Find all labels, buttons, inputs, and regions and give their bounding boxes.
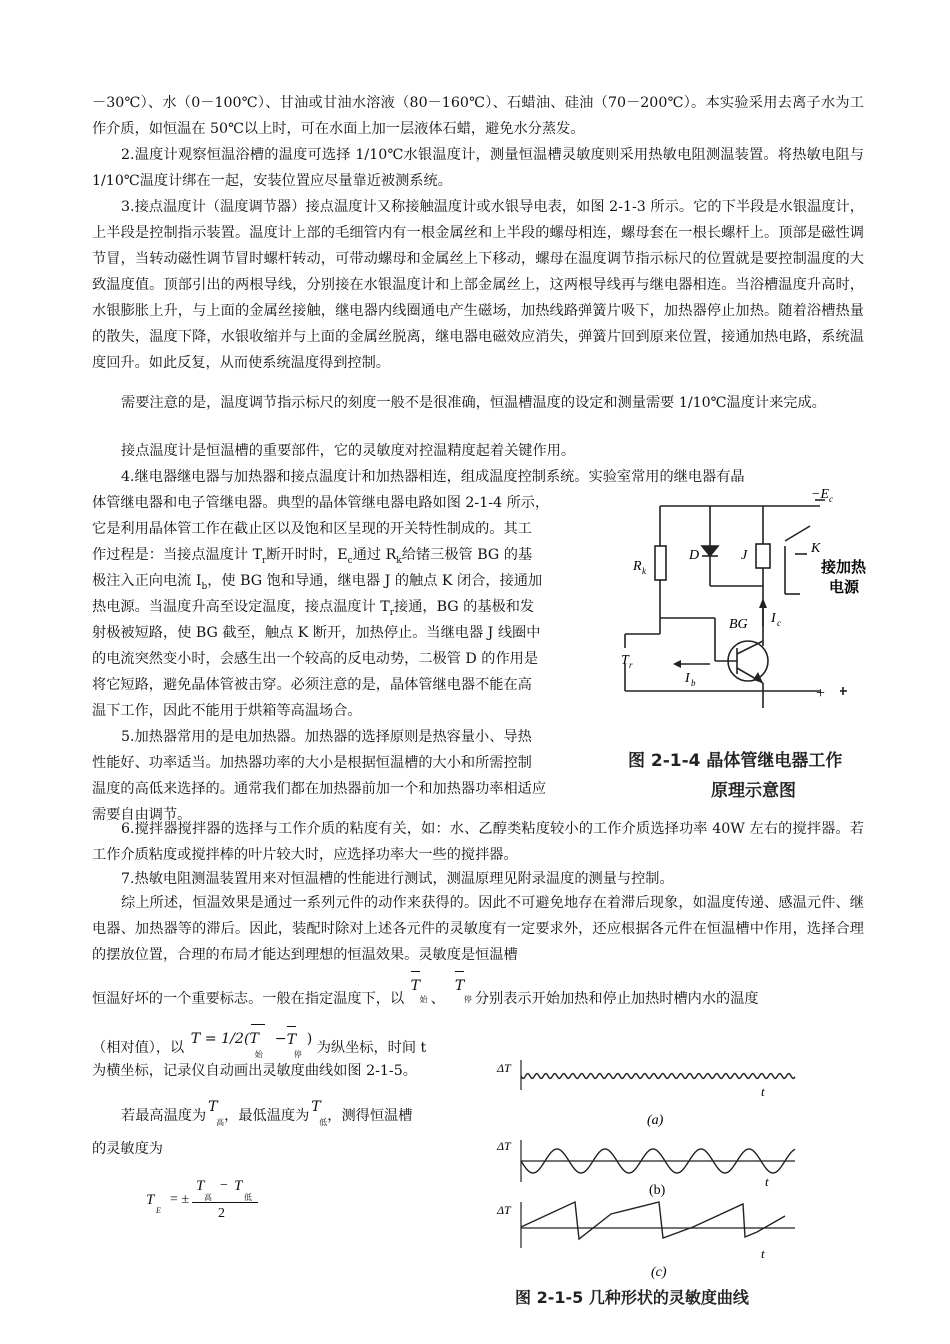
figure-2-1-5-curves	[495, 1052, 825, 1282]
figure-2-1-4-caption-line1: 图 2-1-4 晶体管继电器工作	[628, 751, 843, 771]
svg-text:电源: 电源	[829, 580, 860, 596]
paragraph-contact-thermometer: 3.接点温度计（温度调节器）接点温度计又称接触温度计或水银导电表，如图 2-1-3 所示。它的下半段是水银温度计，上半段是控制指示装置。温度计上部的毛细管内有一根金属丝和上半段的螺母相连，螺母套在一根长螺杆上。顶部是磁性调节冒，当转动磁性调节冒时螺杆转动，可带动螺母和金属丝上下移动，螺母在温度调节指示标尺的位置就是要控制温度的大致温度值。顶部引出的两根导线，分别接在水银温度计和上部金属丝上，这两根导线再与继电器相连。当浴槽温度升高时，水银膨胀上升，与上面的金属丝接触，继电器内线圈通电产生磁场，加热线路弹簧片吸下，加热器停止加热。随着浴槽热量的散失，温度下降，水银收缩并与上面的金属丝脱离，继电器电磁效应消失，弹簧片回到原来位置，接通加热电路，系统温度回升。如此反复，从而使系统温度得到控制。	[92, 199, 864, 371]
paragraph-y-axis-def: （相对值），以 T = 1/2(T 始 − T 停 ) 为纵坐标，时间 t	[92, 1032, 492, 1061]
paragraph-sensitivity-is: 的灵敏度为	[92, 1141, 163, 1157]
formula-sensitivity: T E = ± T 高 − T 低 2	[140, 1176, 300, 1226]
paragraph-note: 需要注意的是，温度调节指示标尺的刻度一般不是很准确，恒温槽温度的设定和测量需要 1/10℃温度计来完成。	[121, 395, 826, 411]
paragraph-key-part: 接点温度计是恒温槽的重要部件，它的灵敏度对控温精度起着关键作用。	[121, 443, 576, 459]
paragraph-max-min: 若最高温度为 T 高 ，最低温度为 T 低 ，测得恒温槽	[121, 1099, 413, 1127]
paragraph-summary: 综上所述，恒温效果是通过一系列元件的动作来获得的。因此不可避免地存在着滞后现象，如温度传递、感温元件、继电器、加热器等的滞后。因此，装配时除对上述各元件的灵敏度有一定要求外，还应根据各元件在恒温槽中作用，选择合理的摆放位置，合理的布局才能达到理想的恒温效果。灵敏度是恒温槽	[92, 895, 864, 963]
svg-text:t: t	[761, 1246, 765, 1261]
paragraph-sensitivity-mark: 恒温好坏的一个重要标志。一般在指定温度下，以 T 始 、 T 停 分别表示开始加热和停止加热时槽内水的温度	[92, 983, 864, 1012]
curve-c	[521, 1202, 785, 1239]
svg-text:(a): (a)	[647, 1113, 664, 1128]
svg-text:接加热: 接加热	[821, 560, 867, 576]
svg-text:BG: BG	[729, 617, 748, 632]
svg-text:K: K	[811, 541, 821, 556]
svg-text:c: c	[829, 494, 833, 504]
svg-text:+: +	[816, 685, 826, 702]
svg-text:−E: −E	[811, 487, 829, 502]
svg-text:ΔT: ΔT	[497, 1203, 511, 1217]
figure-2-1-4-caption-line2: 原理示意图	[711, 781, 796, 801]
svg-text:t: t	[765, 1174, 769, 1189]
svg-text:c: c	[777, 618, 781, 628]
svg-text:ΔT: ΔT	[497, 1061, 511, 1075]
curve-a	[521, 1074, 795, 1079]
paragraph-thermistor: 7.热敏电阻测温装置用来对恒温槽的性能进行测试，测温原理见附录温度的测量与控制。	[121, 871, 674, 887]
svg-text:k: k	[642, 566, 646, 576]
svg-text:I: I	[771, 611, 776, 626]
svg-text:r: r	[629, 660, 633, 670]
paragraph-media-ranges: －30℃）、水（0－100℃）、甘油或甘油水溶液（80－160℃）、石蜡油、硅油（70－200℃）。本实验采用去离子水为工作介质，如恒温在 50℃以上时，可在水面上加一层液体石蜡，避免水分蒸发。	[92, 95, 864, 137]
svg-text:D: D	[689, 548, 700, 563]
svg-text:b: b	[691, 678, 696, 688]
svg-text:R: R	[633, 559, 642, 574]
figure-2-1-5-caption: 图 2-1-5 几种形状的灵敏度曲线	[515, 1288, 749, 1307]
svg-text:I: I	[685, 671, 690, 686]
paragraph-stirrer: 6.搅拌器搅拌器的选择与工作介质的粘度有关，如：水、乙醇类粘度较小的工作介质选择功率 40W 左右的搅拌器。若工作介质粘度或搅拌棒的叶片较大时，应选择功率大一些的搅拌器。	[92, 821, 864, 863]
svg-text:J: J	[741, 548, 748, 563]
paragraph-relay-intro: 4.继电器继电器与加热器和接点温度计和加热器相连，组成温度控制系统。实验室常用的继电器有晶	[121, 469, 745, 485]
svg-text:ΔT: ΔT	[497, 1139, 511, 1153]
svg-text:t: t	[761, 1084, 765, 1099]
paragraph-x-axis-def: 为横坐标，记录仪自动画出灵敏度曲线如图 2-1-5。	[92, 1063, 417, 1079]
svg-text:(c): (c)	[651, 1265, 667, 1280]
svg-text:(b): (b)	[649, 1183, 666, 1198]
figure-2-1-4-circuit	[615, 486, 885, 726]
svg-text:T: T	[621, 653, 629, 668]
paragraph-thermometer: 2.温度计观察恒温浴槽的温度可选择 1/10℃水银温度计，测量恒温槽灵敏度则采用热敏电阻测温装置。将热敏电阻与 1/10℃温度计绑在一起，安装位置应尽量靠近被测系统。	[92, 147, 864, 189]
